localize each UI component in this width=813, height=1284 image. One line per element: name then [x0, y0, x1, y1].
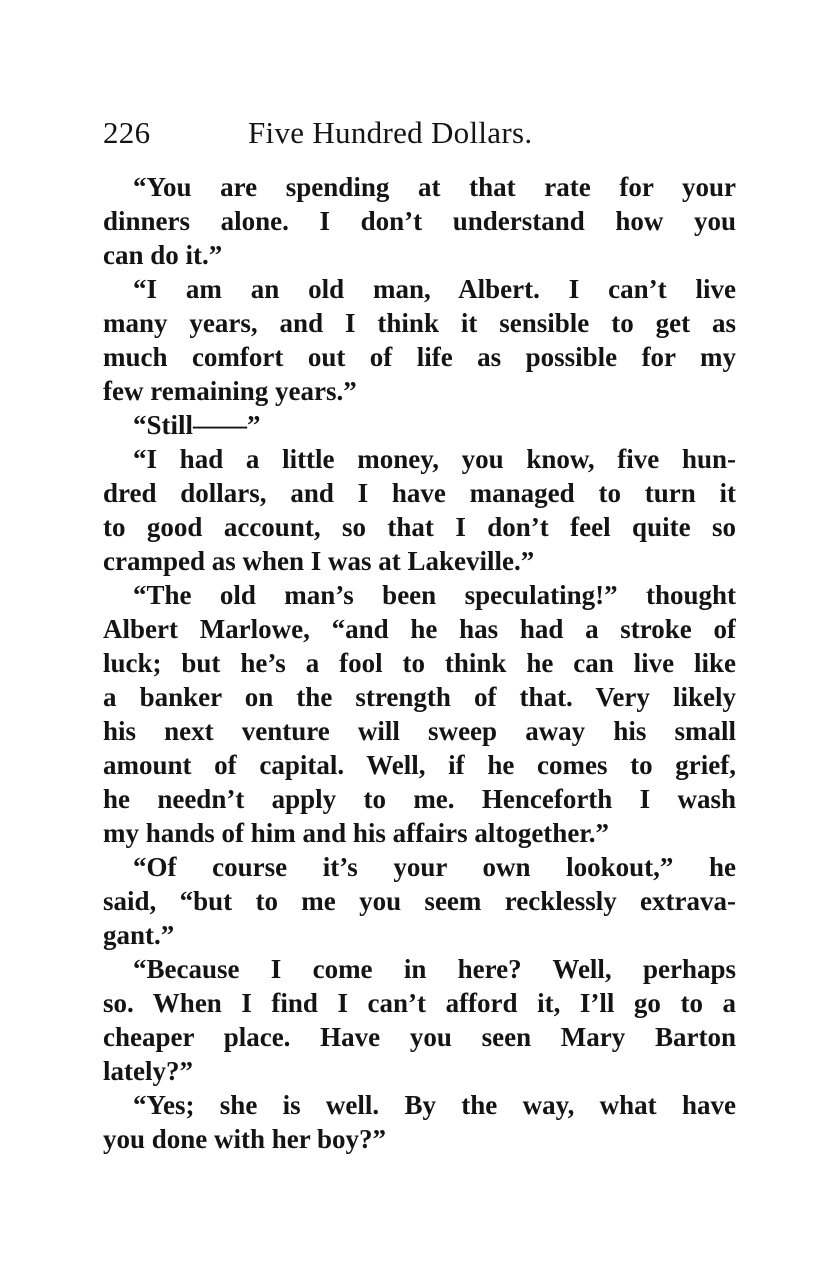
- running-title: Five Hundred Dollars.: [248, 115, 533, 150]
- text-line: cramped as when I was at Lakeville.”: [103, 546, 535, 576]
- text-line: “You are spending at that rate for your: [133, 172, 736, 202]
- text-line: his next venture will sweep away his small: [103, 716, 736, 746]
- text-line: lately?”: [103, 1056, 193, 1086]
- text-line: “I had a little money, you know, five hun-: [133, 444, 736, 474]
- text-line: “Because I come in here? Well, perhaps: [133, 954, 736, 984]
- text-line: amount of capital. Well, if he comes to grief,: [103, 750, 736, 780]
- text-line: said, “but to me you seem recklessly extrava-: [103, 886, 736, 916]
- text-line: “Yes; she is well. By the way, what have: [133, 1090, 736, 1120]
- body-text: [103, 170, 736, 1156]
- text-line: so. When I find I can’t afford it, I’ll go to a: [103, 988, 736, 1018]
- text-line: luck; but he’s a fool to think he can live like: [103, 648, 736, 678]
- text-line: few remaining years.”: [103, 376, 357, 406]
- text-line: “Still——”: [133, 410, 261, 440]
- text-line: my hands of him and his affairs altogether.”: [103, 818, 610, 848]
- text-line: you done with her boy?”: [103, 1124, 387, 1154]
- text-line: dred dollars, and I have managed to turn it: [103, 478, 736, 508]
- text-line: cheaper place. Have you seen Mary Barton: [103, 1022, 736, 1052]
- page-number: 226: [103, 115, 151, 150]
- text-line: dinners alone. I don’t understand how you: [103, 206, 736, 236]
- text-line: “Of course it’s your own lookout,” he: [133, 852, 736, 882]
- text-line: gant.”: [103, 920, 175, 950]
- text-line: to good account, so that I don’t feel quite so: [103, 512, 736, 542]
- text-line: Albert Marlowe, “and he has had a stroke of: [103, 614, 736, 644]
- text-line: a banker on the strength of that. Very likely: [103, 682, 736, 712]
- running-head: [103, 113, 743, 153]
- text-line: “I am an old man, Albert. I can’t live: [133, 274, 736, 304]
- text-line: can do it.”: [103, 240, 223, 270]
- text-line: “The old man’s been speculating!” thought: [133, 580, 736, 610]
- text-line: much comfort out of life as possible for my: [103, 342, 736, 372]
- text-line: many years, and I think it sensible to get as: [103, 308, 736, 338]
- text-line: he needn’t apply to me. Henceforth I wash: [103, 784, 736, 814]
